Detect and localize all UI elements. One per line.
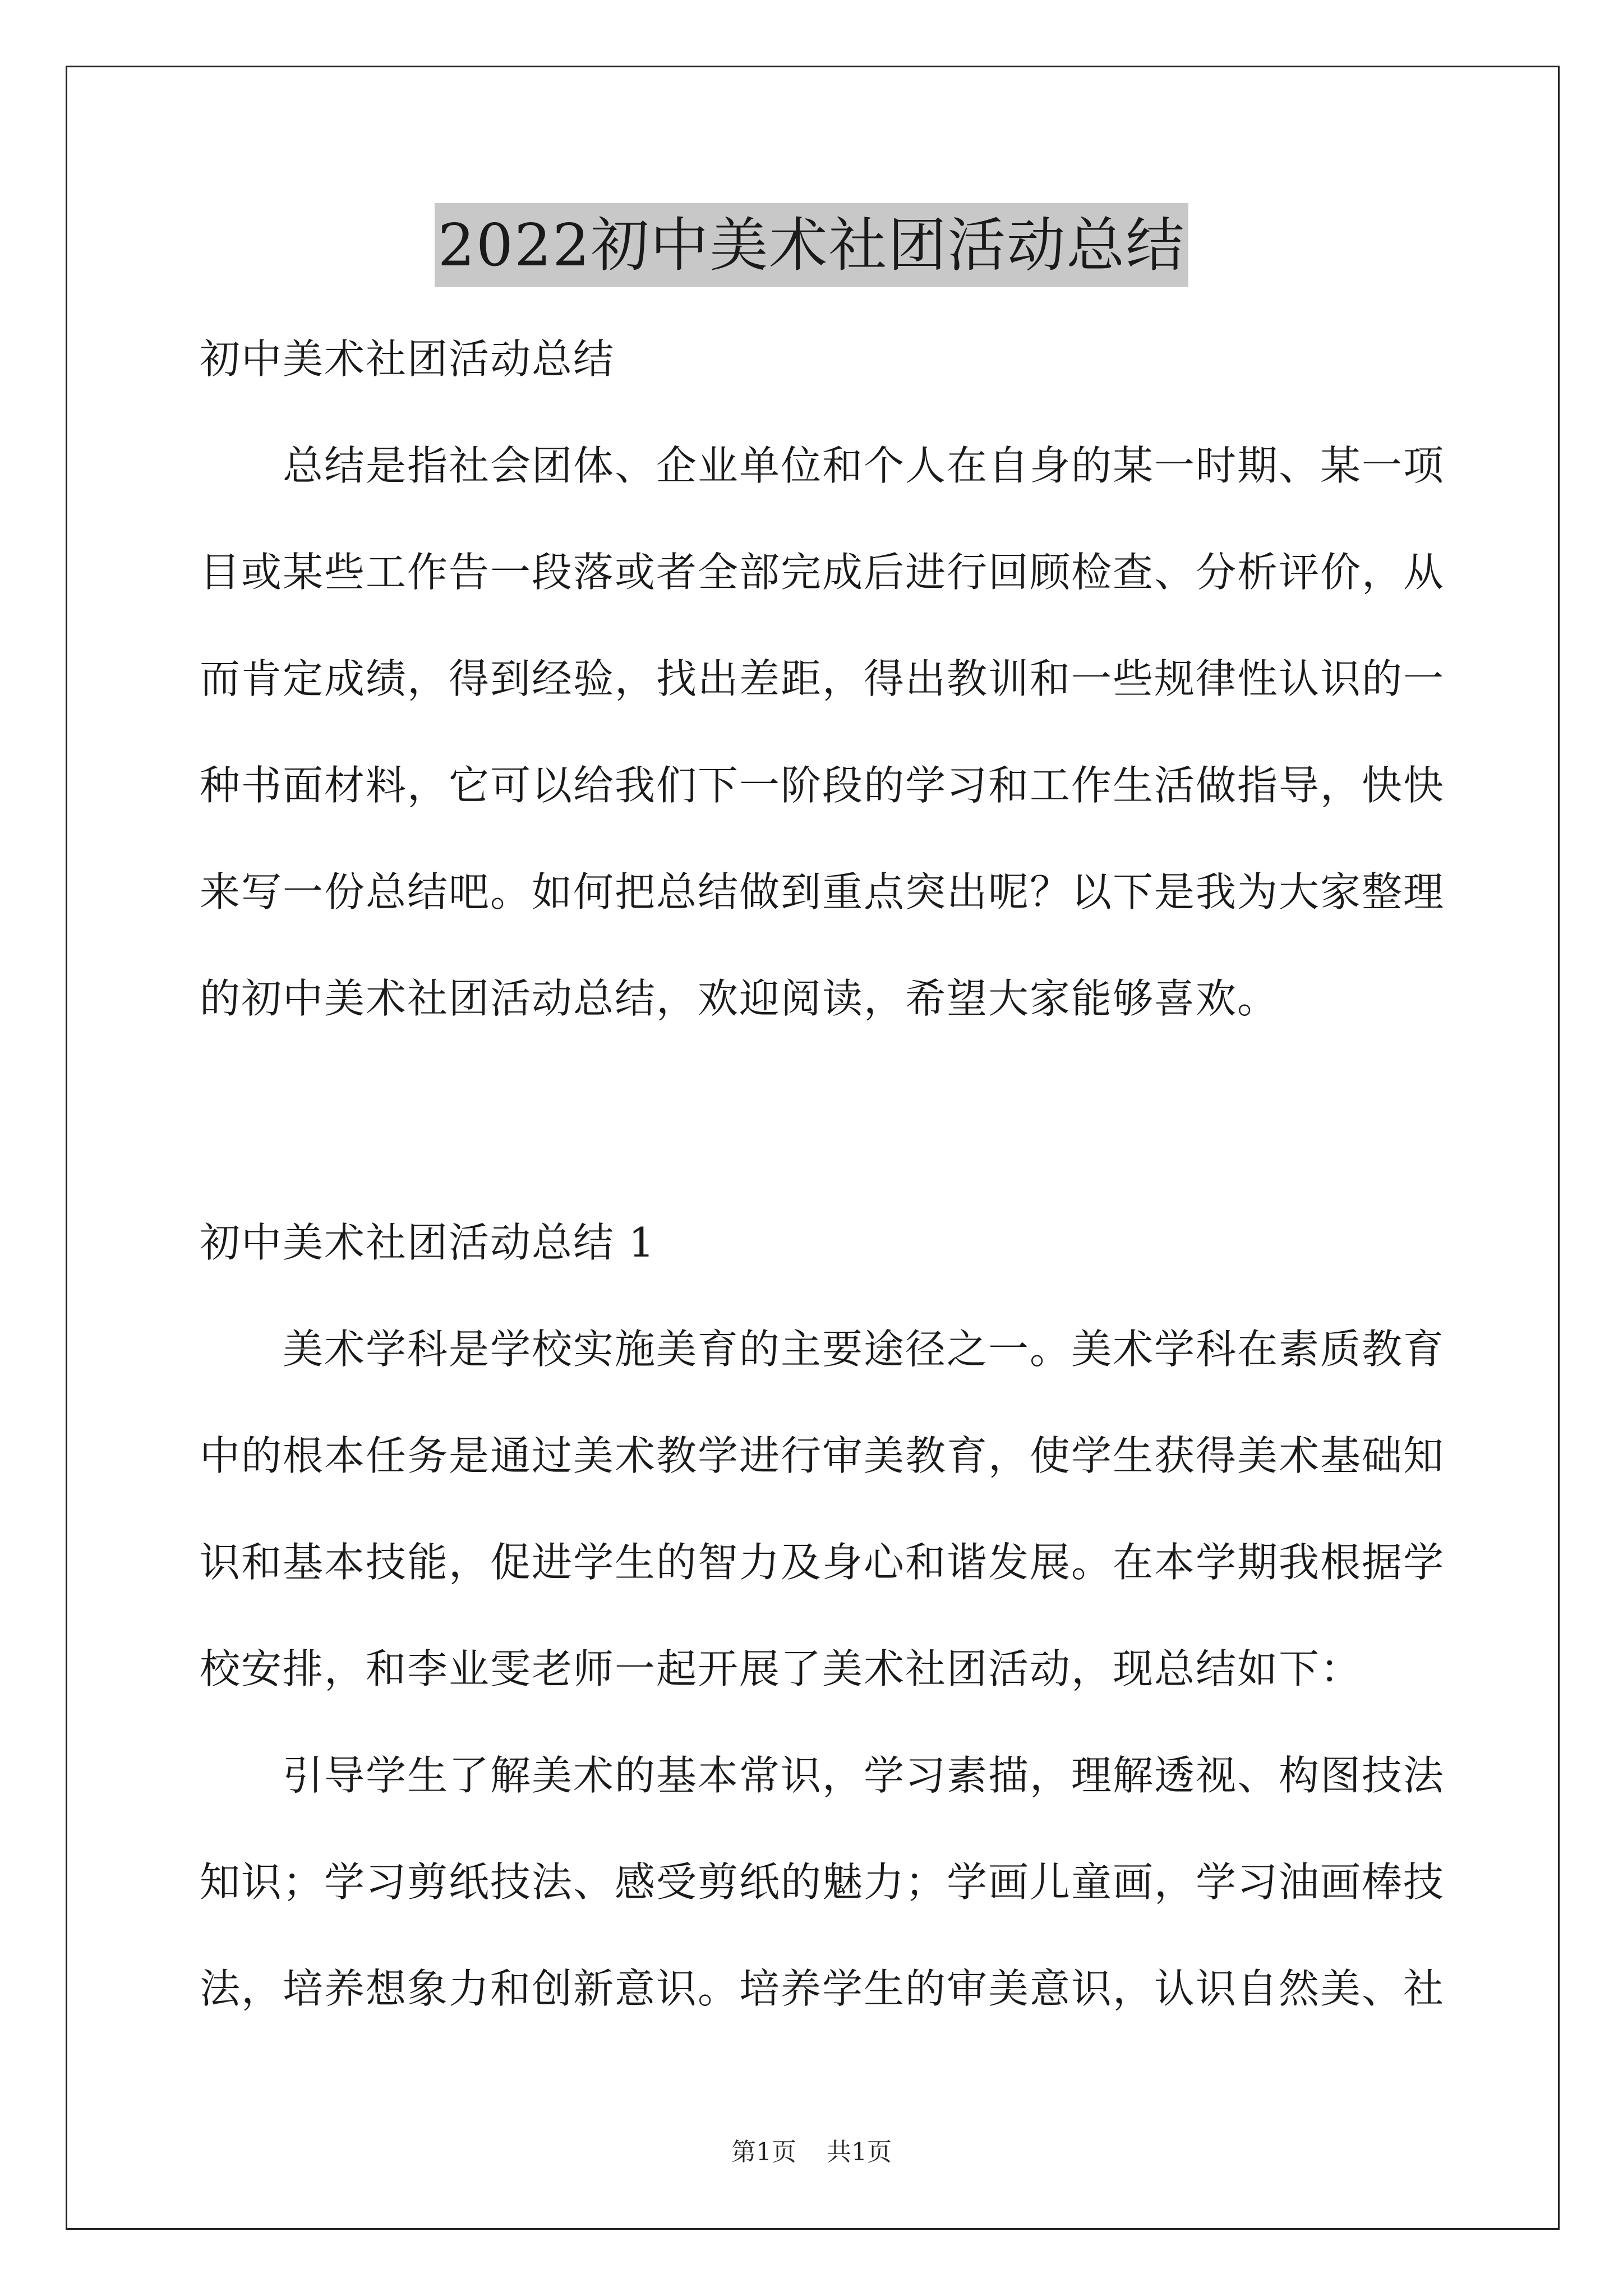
document-title: 2022初中美术社团活动总结	[435, 203, 1189, 287]
intro-line: 来写一份总结吧。如何把总结做到重点突出呢？以下是我为大家整理	[200, 868, 1445, 915]
subtitle: 初中美术社团活动总结	[200, 335, 615, 383]
paragraph-line: 引导学生了解美术的基本常识，学习素描，理解透视、构图技法	[283, 1752, 1445, 1799]
paragraph-line: 校安排，和李业雯老师一起开展了美术社团活动，现总结如下：	[200, 1645, 1362, 1692]
paragraph-line: 中的根本任务是通过美术教学进行审美教育，使学生获得美术基础知	[200, 1432, 1445, 1479]
title-container	[0, 203, 1623, 287]
paragraph-line: 知识；学习剪纸技法、感受剪纸的魅力；学画儿童画，学习油画棒技	[200, 1858, 1445, 1906]
page-number: 第1页	[731, 2138, 796, 2166]
intro-line: 总结是指社会团体、企业单位和个人在自身的某一时期、某一项	[283, 442, 1445, 489]
page-total: 共1页	[827, 2138, 892, 2166]
intro-line: 目或某些工作告一段落或者全部完成后进行回顾检查、分析评价，从	[200, 549, 1445, 596]
section-spacer	[200, 1052, 1428, 1189]
paragraph-line: 法，培养想象力和创新意识。培养学生的审美意识，认识自然美、社	[200, 1965, 1445, 2012]
intro-line: 的初中美术社团活动总结，欢迎阅读，希望大家能够喜欢。	[200, 975, 1279, 1022]
paragraph-line: 美术学科是学校实施美育的主要途径之一。美术学科在素质教育	[283, 1326, 1445, 1373]
section-heading: 初中美术社团活动总结 1	[200, 1219, 656, 1266]
page-footer	[0, 2132, 1623, 2168]
paragraph-line: 识和基本技能，促进学生的智力及身心和谐发展。在本学期我根据学	[200, 1539, 1445, 1586]
document-body	[200, 306, 1445, 2042]
intro-line: 而肯定成绩，得到经验，找出差距，得出教训和一些规律性认识的一	[200, 655, 1445, 702]
intro-line: 种书面材料，它可以给我们下一阶段的学习和工作生活做指导，快快	[200, 762, 1445, 809]
